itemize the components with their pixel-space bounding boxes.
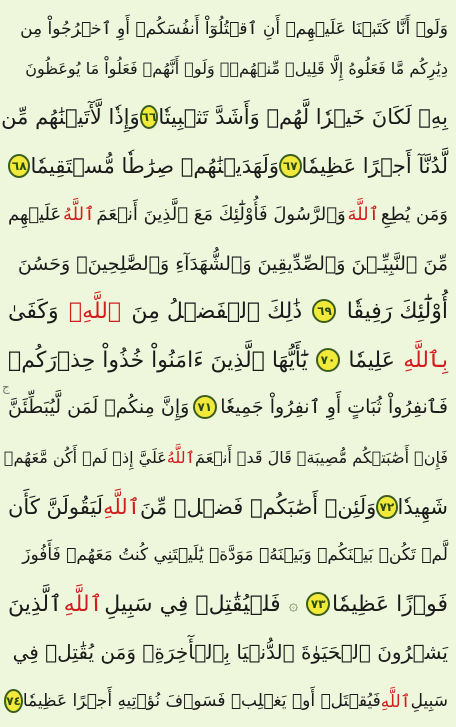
verse-line bbox=[0, 91, 456, 143]
verse-text: فَيُقۡتَلۡ أَوۡ يَغۡلِبۡ فَسَوۡفَ نُؤۡتِيهِ أَجۡرًا عَظِيمٗا bbox=[22, 691, 381, 711]
verse-line bbox=[0, 42, 456, 94]
verse-text: دِيَٰرِكُم مَّا فَعَلُوهُ إِلَّا قَلِيلٞ مِّنۡهُمۡۖ وَلَوۡ أَنَّهُمۡ فَعَلُواْ مَا يُوعَظُونَ bbox=[25, 58, 448, 78]
verse-text: سَبِيلِ bbox=[410, 691, 448, 711]
verse-text: وَلَهَدَيۡنَٰهُمۡ صِرَٰطٗا مُّسۡتَقِيمٗا bbox=[30, 154, 280, 178]
verse-line bbox=[0, 529, 456, 581]
verse-line bbox=[0, 626, 456, 678]
divine-name-text: ٱللَّهُ bbox=[63, 203, 95, 225]
verse-text: وَٱلرَّسُولَ فَأُوْلَٰٓئِكَ مَعَ ٱلَّذِينَ أَنۡعَمَ bbox=[96, 203, 346, 225]
margin-mark: ج bbox=[2, 380, 10, 394]
verse-text: وَإِذٗا لَّأٓتَيۡنَٰهُم مِّن bbox=[1, 105, 140, 129]
verse-line bbox=[0, 675, 456, 727]
verse-text: وَإِنَّ مِنكُمۡ لَمَن لَّيُبَطِّئَنَّ bbox=[8, 396, 190, 418]
verse-text: وَلَئِنۡ أَصَٰبَكُمۡ فَضۡلٞ مِّنَ bbox=[140, 495, 377, 519]
verse-line bbox=[0, 431, 456, 483]
verse-text: فَلۡيُقَٰتِلۡ فِي سَبِيلِ bbox=[104, 591, 281, 617]
verse-line bbox=[0, 285, 456, 337]
verse-text: فَٱنفِرُواْ ثُبَاتٍ أَوِ ٱنفِرُواْ جَمِيعٗا bbox=[220, 396, 448, 418]
ayah-number-marker: ٦٨ bbox=[8, 154, 30, 178]
verse-text: بِهِۦ لَكَانَ خَيۡرٗا لَّهُمۡ وَأَشَدَّ تَثۡبِيتٗا bbox=[158, 105, 448, 129]
ayah-number-marker: ٧١ bbox=[193, 395, 217, 419]
verse-text: وَكَفَىٰ bbox=[8, 298, 59, 324]
ayah-number-marker: ٦٧ bbox=[279, 154, 301, 178]
verse-text: يَشۡرُونَ ٱلۡحَيَوٰةَ ٱلدُّنۡيَا بِٱلۡأٓخِرَةِۚ وَمَن يُقَٰتِلۡ فِي bbox=[12, 640, 448, 664]
verse-text: فَإِنۡ أَصَٰبَتۡكُم مُّصِيبَةٞ قَالَ قَدۡ أَنۡعَمَ bbox=[194, 447, 448, 467]
rub-el-hizb-icon: ۞ bbox=[288, 594, 299, 614]
verse-text: يَٰٓأَيُّهَا ٱلَّذِينَ ءَامَنُواْ خُذُواْ حِذۡرَكُمۡ bbox=[8, 347, 308, 373]
divine-name-text: ٱللَّهِ bbox=[380, 691, 411, 712]
verse-line bbox=[0, 334, 456, 386]
verse-line bbox=[0, 481, 456, 533]
verse-text: عَلِيمٗا bbox=[348, 347, 395, 373]
verse-text: مِّنَ ٱلنَّبِيِّـۧنَ وَٱلصِّدِّيقِينَ وَٱلشُّهَدَآءِ وَٱلصَّٰلِحِينَۚ وَحَسُنَ bbox=[17, 253, 448, 275]
verse-line bbox=[0, 188, 456, 240]
verse-text: فَوۡزًا عَظِيمٗا bbox=[331, 591, 448, 617]
verse-line bbox=[0, 578, 456, 630]
verse-line bbox=[0, 238, 456, 290]
verse-text: عَلَيَّ إِذۡ لَمۡ أَكُن مَّعَهُمۡ bbox=[3, 447, 167, 467]
ayah-number-marker: ٧٢ bbox=[376, 495, 397, 519]
verse-text: وَمَن يُطِعِ bbox=[380, 203, 448, 225]
verse-text: ٱلَّذِينَ bbox=[8, 591, 63, 617]
verse-text: ذَٰلِكَ ٱلۡفَضۡلُ مِنَ bbox=[131, 298, 303, 324]
verse-text: وَلَوۡ أَنَّا كَتَبۡنَا عَلَيۡهِمۡ أَنِ ٱقۡتُلُوٓاْ أَنفُسَكُمۡ أَوِ ٱخۡرُجُواْ مِن bbox=[20, 18, 448, 39]
verse-line bbox=[0, 381, 456, 433]
verse-line bbox=[0, 140, 456, 192]
divine-name-text: ٱللَّهُ bbox=[166, 447, 195, 467]
ayah-number-marker: ٦٩ bbox=[312, 299, 336, 323]
divine-name-text: ٱللَّهِ bbox=[63, 591, 103, 617]
verse-text: عَلَيۡهِم bbox=[8, 203, 62, 225]
verse-text: أُوْلَٰٓئِكَ رَفِيقٗا bbox=[346, 298, 448, 324]
divine-name-text: ٱللَّهِۚ bbox=[68, 298, 122, 324]
ayah-number-marker: ٧٠ bbox=[316, 348, 340, 372]
ayah-number-marker: ٧٤ bbox=[4, 689, 23, 713]
ayah-number-marker: ٧٣ bbox=[306, 592, 330, 616]
divine-name-text: بِٱللَّهِ bbox=[403, 347, 448, 373]
divine-name-text: ٱللَّهَ bbox=[347, 203, 380, 225]
verse-text: لَّدُنَّآ أَجۡرًا عَظِيمٗا bbox=[301, 154, 448, 178]
divine-name-text: ٱللَّهِ bbox=[103, 495, 141, 519]
verse-text: لَّمۡ تَكُنۢ بَيۡنَكُمۡ وَبَيۡنَهُۥ مَوَدَّةٞ يَٰلَيۡتَنِي كُنتُ مَعَهُمۡ فَأَفُوزَ bbox=[22, 545, 448, 565]
verse-text: شَهِيدٗا bbox=[397, 495, 448, 519]
ayah-number-marker: ٦٦ bbox=[140, 105, 159, 129]
verse-text: لَيَقُولَنَّ كَأَن bbox=[8, 495, 104, 519]
